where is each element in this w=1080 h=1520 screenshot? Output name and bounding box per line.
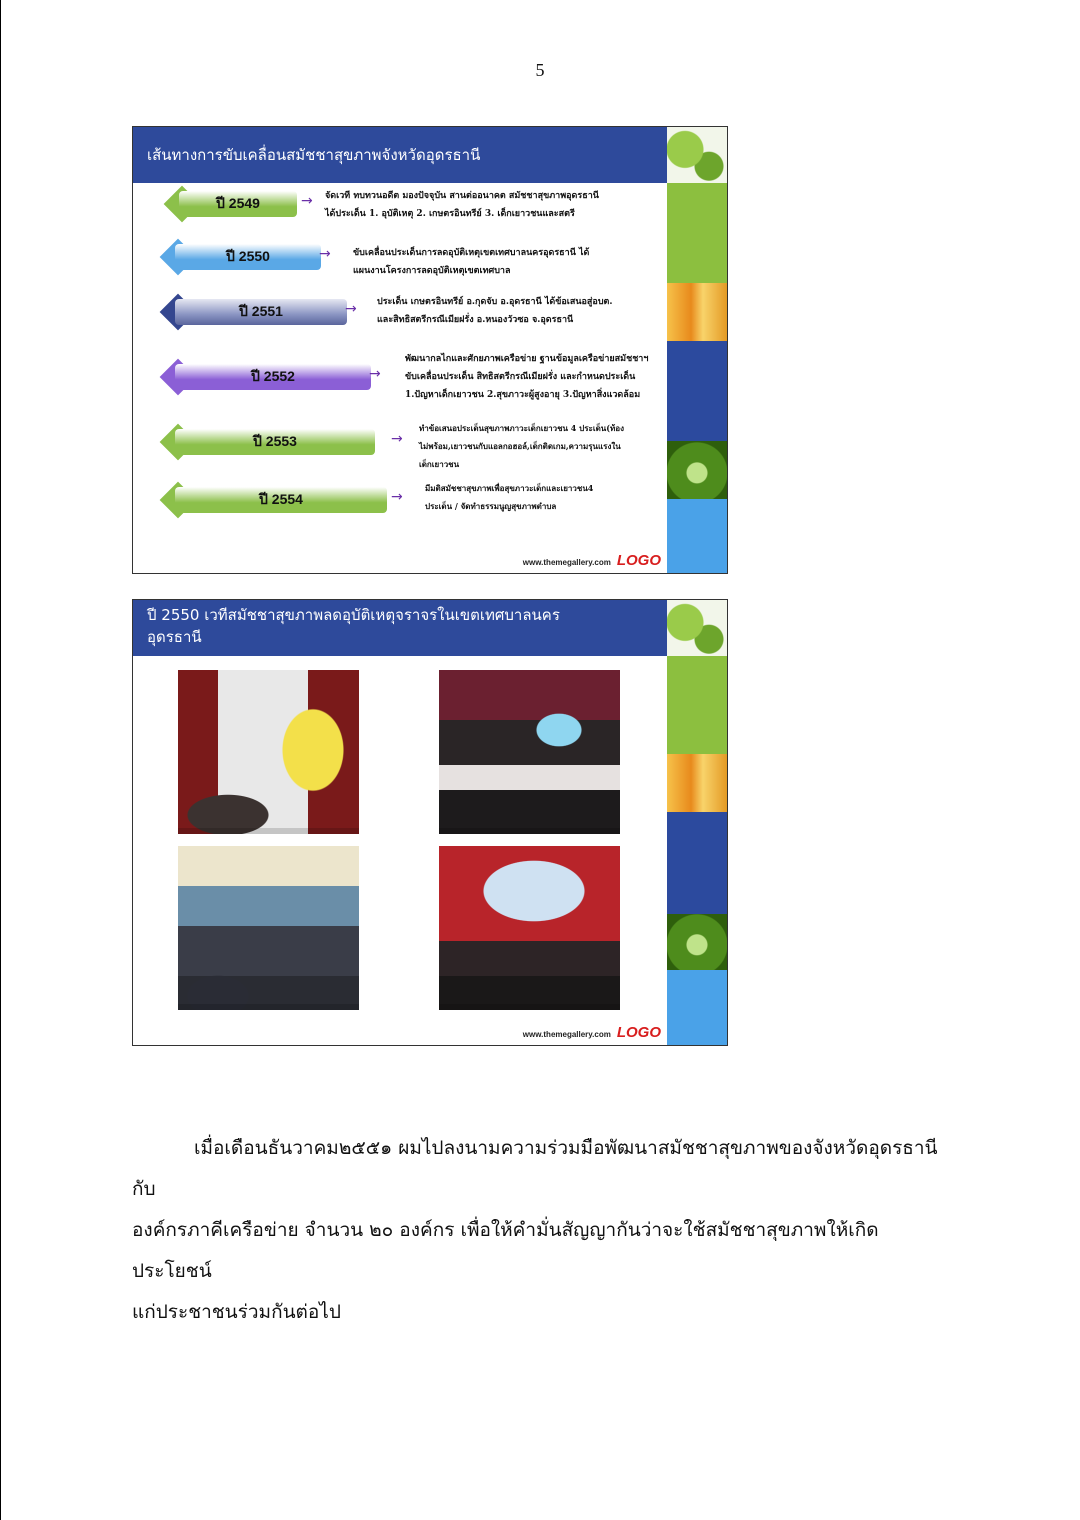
timeline-description <box>325 187 599 223</box>
photo-group-discussion <box>178 846 359 1010</box>
strip-navy <box>667 341 727 441</box>
timeline-year-bar: ปี 2552 <box>175 364 371 390</box>
timeline-description <box>405 350 648 404</box>
footer-url: www.themegallery.com <box>522 558 611 567</box>
strip-orange-image <box>667 754 727 812</box>
arrow-right-icon: → <box>345 301 357 317</box>
timeline-description-line: ไม่พร้อม,เยาวชนกับแอลกอฮอล์,เด็กติดเกม,ความรุนแรงใน <box>419 441 621 451</box>
water-drop-image <box>667 441 727 499</box>
paragraph-line-2: องค์กรภาคีเครือข่าย จำนวน ๒๐ องค์กร เพื่อให้คำมั่นสัญญากันว่าจะใช้สมัชชาสุขภาพให้เกิดประโยชน์ <box>132 1219 879 1282</box>
arrow-right-icon: → <box>391 431 403 447</box>
leaf-image <box>667 600 727 656</box>
strip-green <box>667 183 727 283</box>
arrow-right-icon: → <box>301 193 313 209</box>
water-drop-image <box>667 914 727 970</box>
decorative-side-strip <box>667 600 727 1045</box>
timeline-year-bar: ปี 2551 <box>175 299 347 325</box>
slide-timeline <box>132 126 728 574</box>
timeline-description-line: จัดเวที ทบทวนอดีต มองปัจจุบัน สานต่ออนาคต สมัชชาสุขภาพอุดรธานี <box>325 191 599 201</box>
slide-photos <box>132 599 728 1046</box>
paragraph-line-3: แก่ประชาชนร่วมกันต่อไป <box>132 1301 341 1323</box>
timeline-description-line: ประเด็น เกษตรอินทรีย์ อ.กุดจับ อ.อุดรธานี ได้ข้อเสนอสู่อบต. <box>377 297 613 307</box>
strip-blue <box>667 970 727 1045</box>
timeline-year-bar: ปี 2550 <box>175 244 321 270</box>
slide-footer <box>523 1024 661 1041</box>
timeline-description <box>425 479 593 515</box>
timeline-description <box>377 293 613 329</box>
strip-blue <box>667 499 727 573</box>
strip-orange-image <box>667 283 727 341</box>
timeline-description-line: และสิทธิสตรีกรณีเมียฝรั่ง อ.หนองวัวซอ จ.อุดรธานี <box>377 315 574 325</box>
photo-conference-hall <box>439 670 620 834</box>
slide-title-line2: อุดรธานี <box>147 628 202 646</box>
slide-title <box>133 600 667 656</box>
arrow-right-icon: → <box>369 366 381 382</box>
paragraph-line-1: เมื่อเดือนธันวาคม๒๕๕๑ ผมไปลงนามความร่วมมือพัฒนาสมัชชาสุขภาพของจังหวัดอุดรธานีกับ <box>132 1137 938 1200</box>
photo-meeting-whiteboard <box>178 670 359 834</box>
timeline-description-line: พัฒนากลไกและศักยภาพเครือข่าย ฐานข้อมูลเครือข่ายสมัชชาฯ <box>405 354 649 364</box>
strip-green <box>667 656 727 754</box>
timeline-description-line: มีมติสมัชชาสุขภาพเพื่อสุขภาวะเด็กและเยาวชน4 <box>425 483 594 493</box>
timeline-year-bar: ปี 2554 <box>175 487 387 513</box>
footer-logo: LOGO <box>616 552 661 569</box>
timeline-description-line: ขับเคลื่อนประเด็นการลดอุบัติเหตุเขตเทศบาลนครอุดรธานี ได้ <box>353 248 590 258</box>
timeline-description-line: ทำข้อเสนอประเด็นสุขภาพภาวะเด็กเยาวชน 4 ประเด็น(ท้อง <box>419 423 624 433</box>
page-edge <box>0 0 1 1520</box>
photo-seated-audience <box>439 846 620 1010</box>
slide-footer <box>523 552 661 569</box>
timeline-description-line: ประเด็น / จัดทำธรรมนูญสุขภาพตำบล <box>425 501 557 511</box>
footer-logo: LOGO <box>616 1024 661 1041</box>
strip-navy <box>667 812 727 914</box>
timeline-year-bar: ปี 2553 <box>175 429 375 455</box>
slide-title-line1: ปี 2550 เวทีสมัชชาสุขภาพลดอุบัติเหตุจราจรในเขตเทศบาลนคร <box>147 606 560 624</box>
slide-title: เส้นทางการขับเคลื่อนสมัชชาสุขภาพจังหวัดอุดรธานี <box>133 127 667 183</box>
timeline-description-line: แผนงานโครงการลดอุบัติเหตุเขตเทศบาล <box>353 266 511 276</box>
timeline-description-line: เด็กเยาวชน <box>419 459 460 469</box>
timeline-description <box>353 244 589 280</box>
timeline-description-line: ได้ประเด็น 1. อุบัติเหตุ 2. เกษตรอินทรีย์ 3. เด็กเยาวชนและสตรี <box>325 209 575 219</box>
timeline-description <box>419 419 624 473</box>
timeline-year-bar: ปี 2549 <box>179 191 297 217</box>
page-number: 5 <box>535 60 545 80</box>
timeline-description-line: 1.ปัญหาเด็กเยาวชน 2.สุขภาวะผู้สูงอายุ 3.ปัญหาสิ่งแวดล้อม <box>405 390 641 400</box>
body-paragraph <box>132 1128 948 1333</box>
timeline-description-line: ขับเคลื่อนประเด็น สิทธิสตรีกรณีเมียฝรั่ง และกำหนดประเด็น <box>405 372 636 382</box>
arrow-right-icon: → <box>391 489 403 505</box>
decorative-side-strip <box>667 127 727 573</box>
arrow-right-icon: → <box>319 246 331 262</box>
leaf-image <box>667 127 727 183</box>
footer-url: www.themegallery.com <box>522 1030 611 1039</box>
